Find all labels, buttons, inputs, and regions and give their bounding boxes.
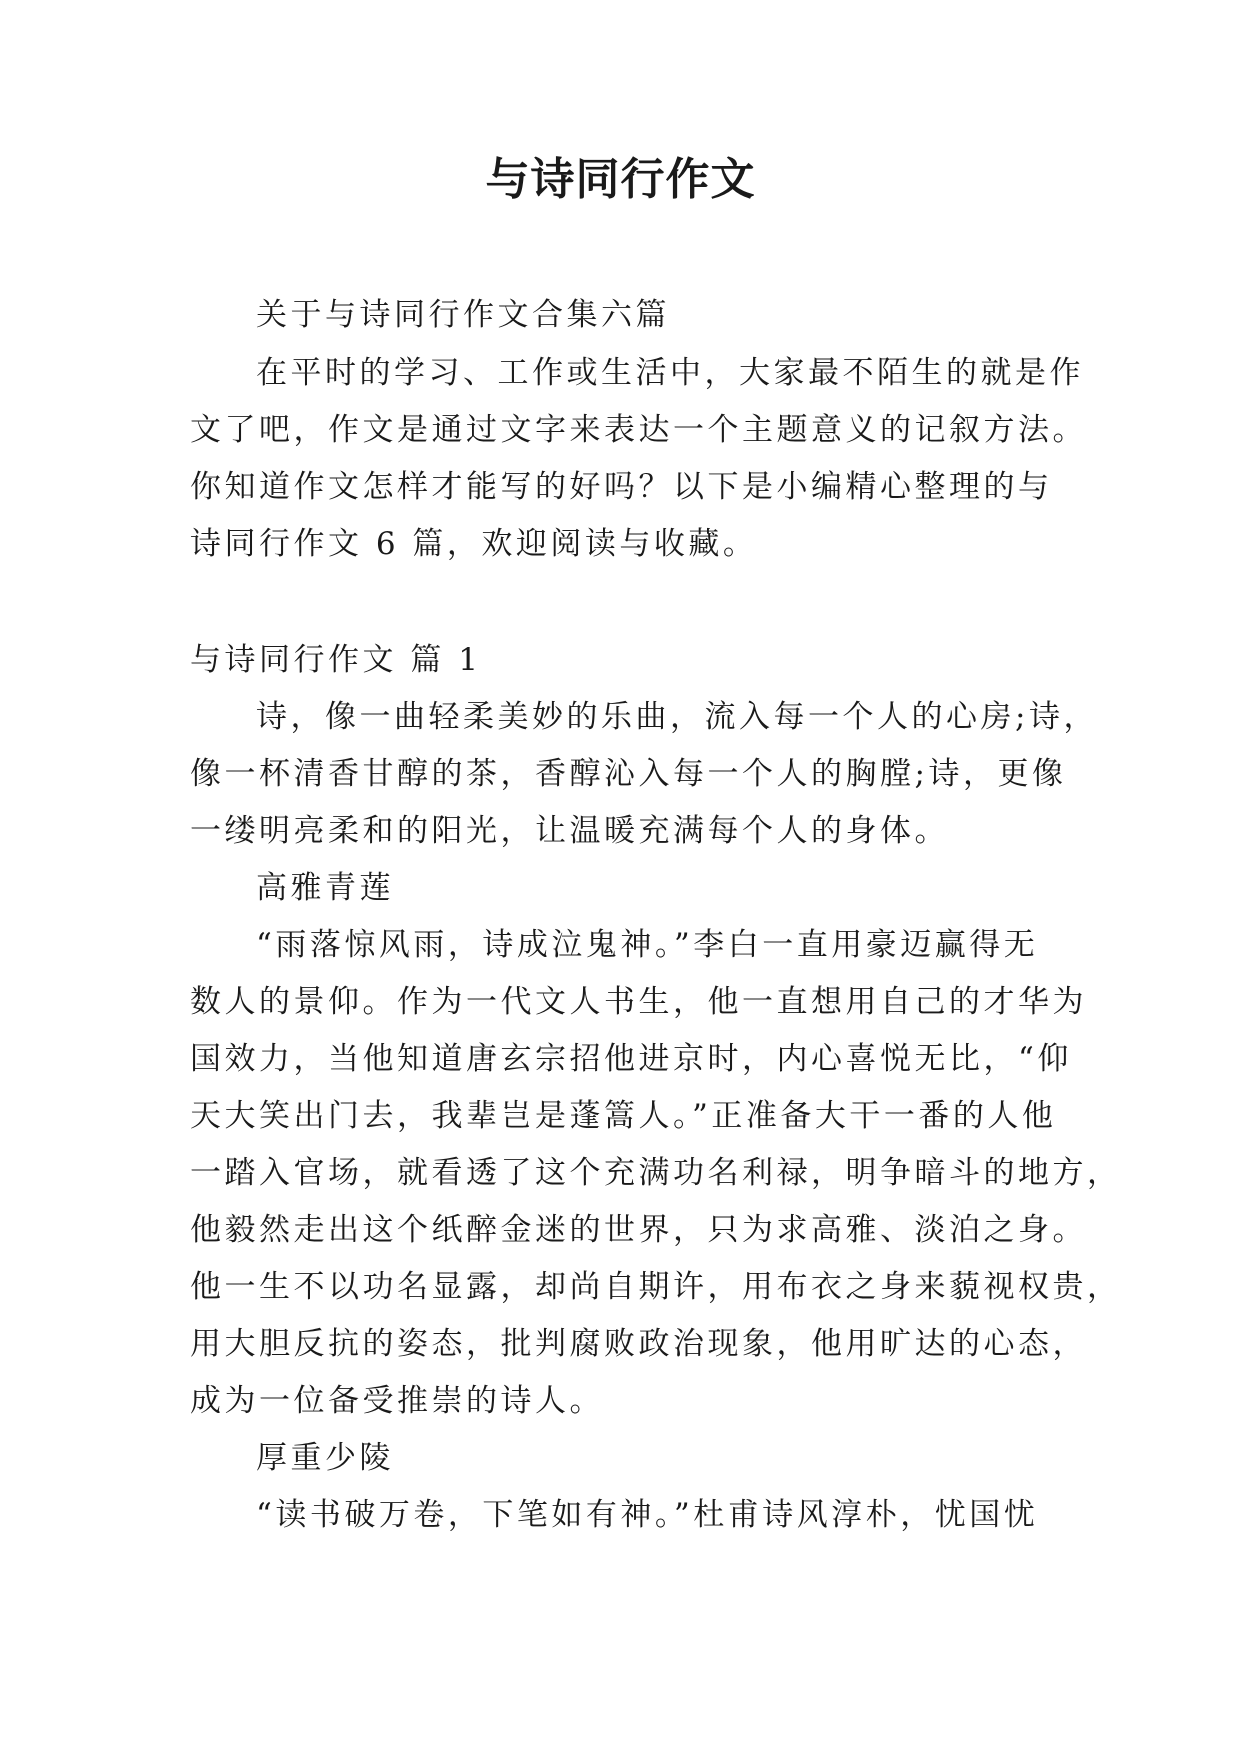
subheading: 高雅青莲 (256, 870, 394, 906)
paragraph-line: 国效力，当他知道唐玄宗招他进京时，内心喜悦无比，“仰 (190, 1041, 1072, 1077)
paragraph-line: 一缕明亮柔和的阳光，让温暖充满每个人的身体。 (190, 813, 949, 849)
paragraph-line: 他毅然走出这个纸醉金迷的世界，只为求高雅、淡泊之身。 (190, 1212, 1087, 1248)
paragraph-line: 用大胆反抗的姿态，批判腐败政治现象，他用旷达的心态， (190, 1326, 1087, 1362)
paragraph-line: 像一杯清香甘醇的茶，香醇沁入每一个人的胸膛;诗，更像 (190, 756, 1067, 792)
paragraph-line: 诗，像一曲轻柔美妙的乐曲，流入每一个人的心房;诗， (256, 699, 1098, 735)
paragraph-line: “读书破万卷，下笔如有神。”杜甫诗风淳朴，忧国忧 (256, 1497, 1039, 1533)
subheading: 厚重少陵 (256, 1440, 394, 1476)
paragraph-line: 数人的景仰。作为一代文人书生，他一直想用自己的才华为 (190, 984, 1087, 1020)
paragraph-line: 你知道作文怎样才能写的好吗？以下是小编精心整理的与 (190, 469, 1053, 505)
paragraph-line: “雨落惊风雨，诗成泣鬼神。”李白一直用豪迈赢得无 (256, 927, 1039, 963)
section-heading: 与诗同行作文 篇 1 (190, 642, 482, 678)
paragraph-line: 成为一位备受推崇的诗人。 (190, 1383, 604, 1419)
document-title: 与诗同行作文 (485, 154, 756, 205)
paragraph-line: 文了吧，作文是通过文字来表达一个主题意义的记叙方法。 (190, 412, 1087, 448)
paragraph-line: 诗同行作文 6 篇，欢迎阅读与收藏。 (190, 526, 758, 562)
paragraph-line: 天大笑出门去，我辈岂是蓬篙人。”正准备大干一番的人他 (190, 1098, 1057, 1134)
subtitle: 关于与诗同行作文合集六篇 (256, 297, 670, 333)
paragraph-line: 一踏入官场，就看透了这个充满功名利禄，明争暗斗的地方， (190, 1155, 1122, 1191)
paragraph-line: 在平时的学习、工作或生活中，大家最不陌生的就是作 (256, 355, 1084, 391)
paragraph-line: 他一生不以功名显露，却尚自期许，用布衣之身来藐视权贵， (190, 1269, 1122, 1305)
